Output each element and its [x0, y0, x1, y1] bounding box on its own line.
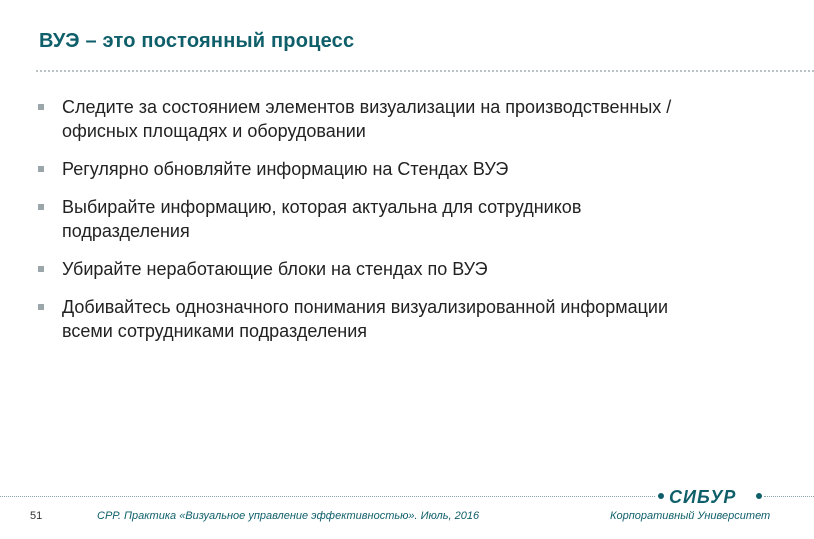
logo-dot-left	[658, 493, 664, 499]
bullet-item	[38, 257, 778, 281]
bullet-item	[38, 295, 778, 343]
bullet-item	[38, 195, 778, 243]
bullet-line: Регулярно обновляйте информацию на Стендах ВУЭ	[62, 159, 509, 179]
bullet-line: Добивайтесь однозначного понимания визуализированной информации	[62, 297, 669, 317]
sibur-logo	[655, 486, 765, 508]
bullet-marker	[38, 104, 44, 110]
bullet-line: Убирайте неработающие блоки на стендах по ВУЭ	[62, 259, 488, 279]
bullet-marker	[38, 204, 44, 210]
bullet-line: подразделения	[62, 221, 190, 241]
slide-title: ВУЭ – это постоянный процесс	[39, 30, 355, 52]
logo-dot-right	[756, 493, 762, 499]
bullet-item	[38, 157, 778, 181]
bullet-line: всеми сотрудниками подразделения	[62, 321, 367, 341]
title-divider	[36, 70, 814, 72]
footer-caption: СРР. Практика «Визуальное управление эффективностью». Июль, 2016	[97, 510, 480, 522]
footer-university: Корпоративный Университет	[610, 510, 771, 522]
logo-text: СИБУР	[669, 487, 737, 507]
bullet-item	[38, 95, 778, 143]
footer-left-divider	[0, 496, 655, 497]
bullet-marker	[38, 304, 44, 310]
bullet-line: Следите за состоянием элементов визуализации на производственных /	[62, 97, 672, 117]
footer-right-divider	[764, 496, 814, 497]
bullet-list	[38, 95, 778, 357]
bullet-line: офисных площадях и оборудовании	[62, 121, 366, 141]
page-number: 51	[30, 510, 43, 522]
bullet-marker	[38, 266, 44, 272]
bullet-marker	[38, 166, 44, 172]
bullet-line: Выбирайте информацию, которая актуальна для сотрудников	[62, 197, 582, 217]
